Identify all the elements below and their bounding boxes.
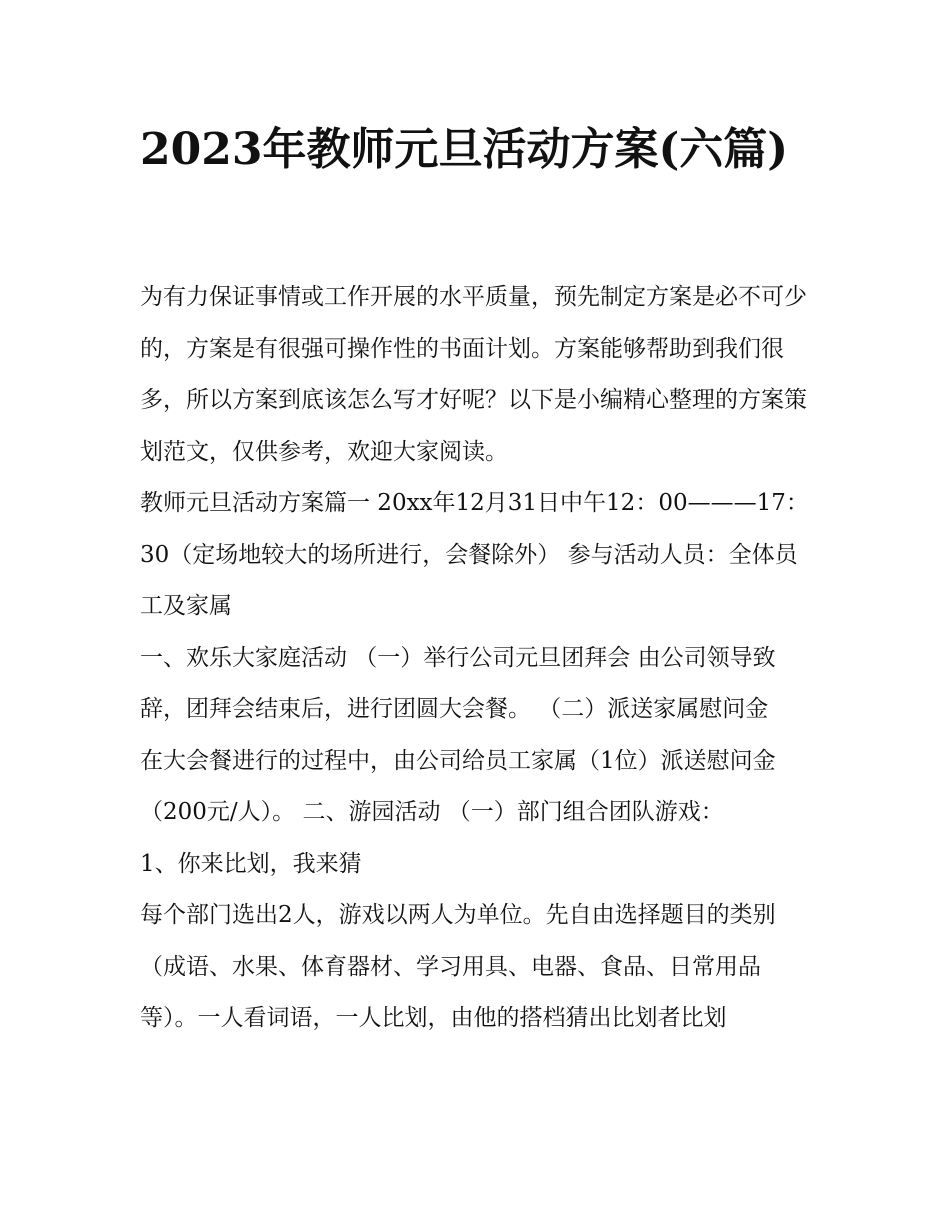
paragraph-time-participants: 教师元旦活动方案篇一 20xx年12月31日中午12：00———17：30（定场地较大的场所进行，会餐除外） 参与活动人员：全体员工及家属 [140, 490, 809, 619]
paragraph-intro: 为有力保证事情或工作开展的水平质量，预先制定方案是必不可少的，方案是有很强可操作性的书面计划。方案能够帮助到我们很多，所以方案到底该怎么写才好呢？以下是小编精心整理的方案策划范文，仅供参考，欢迎大家阅读。 [140, 284, 807, 465]
paragraph-condolence-money: 在大会餐进行的过程中，由公司给员工家属（1位）派送慰问金（200元/人）。 二、游园活动 （一）部门组合团队游戏： [140, 747, 776, 825]
paragraph-section-one: 一、欢乐大家庭活动 （一）举行公司元旦团拜会 由公司领导致辞，团拜会结束后，进行团圆大会餐。 （二）派送家属慰问金 [140, 644, 776, 722]
paragraph-game-heading: 1、你来比划，我来猜 [140, 850, 362, 877]
paragraph-game-rules: 每个部门选出2人，游戏以两人为单位。先自由选择题目的类别（成语、水果、体育器材、学习用具、电器、食品、日常用品等）。一人看词语，一人比划，由他的搭档猜出比划者比划 [140, 902, 776, 1031]
document-body [140, 272, 812, 1045]
document-title: 2023年教师元旦活动方案(六篇) [140, 124, 789, 175]
